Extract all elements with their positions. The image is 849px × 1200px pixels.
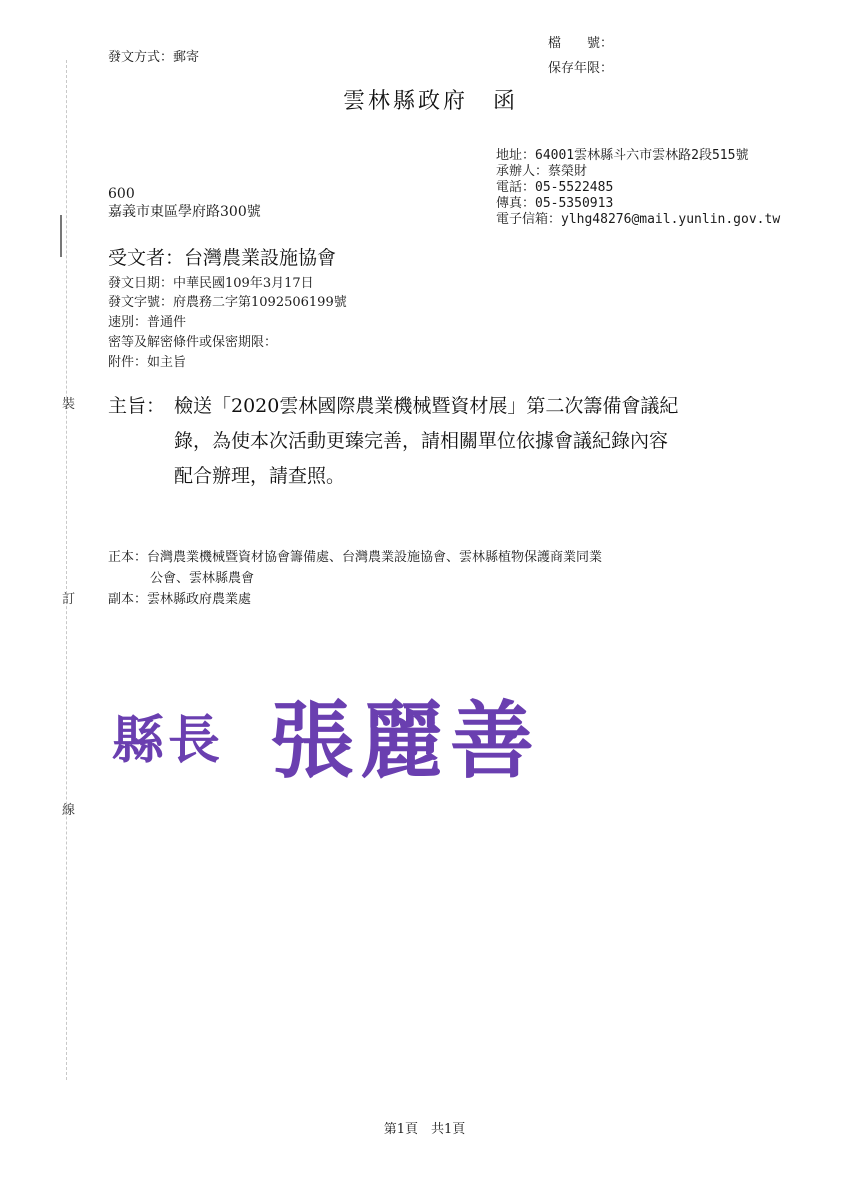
subject-line-2: 錄，為使本次活動更臻完善，請相關單位依據會議紀錄內容 bbox=[174, 430, 669, 452]
signature-stamp bbox=[110, 680, 570, 790]
receiver: 受文者：台灣農業設施協會 bbox=[108, 247, 337, 269]
subject-line-3: 配合辦理，請查照。 bbox=[174, 465, 346, 487]
subject-label: 主旨： bbox=[108, 395, 166, 417]
fax: 傳真：05-5350913 bbox=[496, 196, 614, 211]
copy-recipients: 副本：雲林縣政府農業處 bbox=[108, 592, 252, 607]
binding-char-zhuang: 裝 bbox=[62, 397, 76, 412]
retention-period: 保存年限： bbox=[548, 61, 614, 76]
attachment: 附件：如主旨 bbox=[108, 355, 187, 370]
page-number: 第1頁 共1頁 bbox=[383, 1122, 466, 1137]
phone: 電話：05-5522485 bbox=[496, 180, 614, 195]
secrecy: 密等及解密條件或保密期限： bbox=[108, 335, 278, 350]
main-recipients-line-1: 正本：台灣農業機械暨資材協會籌備處、台灣農業設施協會、雲林縣植物保護商業同業 bbox=[108, 550, 603, 565]
binding-char-xian: 線 bbox=[62, 803, 76, 818]
handler: 承辦人：蔡榮財 bbox=[496, 164, 588, 179]
issue-date: 發文日期：中華民國109年3月17日 bbox=[108, 276, 314, 291]
document-number: 發文字號：府農務二字第1092506199號 bbox=[108, 295, 347, 310]
binding-mark bbox=[60, 215, 62, 257]
subject-line-1: 檢送「2020雲林國際農業機械暨資材展」第二次籌備會議紀 bbox=[174, 395, 679, 417]
speed: 速別：普通件 bbox=[108, 315, 187, 330]
stamp-title: 縣長 bbox=[112, 710, 225, 771]
stamp-name: 張麗善 bbox=[270, 691, 541, 790]
email: 電子信箱：ylhg48276@mail.yunlin.gov.tw bbox=[496, 212, 781, 227]
sender-address: 地址：64001雲林縣斗六市雲林路2段515號 bbox=[496, 148, 749, 163]
postal-code: 600 bbox=[108, 186, 135, 202]
file-number: 檔 號： bbox=[548, 36, 614, 51]
recipient-street: 嘉義市東區學府路300號 bbox=[108, 204, 261, 220]
send-method: 發文方式：郵寄 bbox=[108, 50, 200, 65]
binding-char-ding: 訂 bbox=[62, 592, 76, 607]
binding-line bbox=[66, 60, 67, 1080]
main-recipients-line-2: 公會、雲林縣農會 bbox=[150, 571, 255, 586]
document-title: 雲林縣政府 函 bbox=[343, 89, 519, 114]
